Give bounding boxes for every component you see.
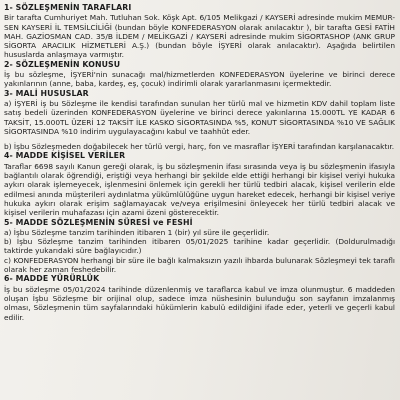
- section-title: 3- MALİ HUSUSLAR: [4, 88, 89, 98]
- section-paragraph: İş bu sözleşme, İŞYERİ'nin sunacağı mal/hizmetlerden KONFEDERASYON üyelerine ve birinci derece yakınlarının (anne, baba, kardeş, eş, çocuk) indirimli olarak yararlanmasını içermektedir.: [4, 70, 395, 89]
- section-title: 1- SÖZLEŞMENİN TARAFLARI: [4, 3, 132, 12]
- section-effectiveness: [4, 274, 395, 321]
- section-paragraph: a) İŞYERİ iş bu Sözleşme ile kendisi tarafından sunulan her türlü mal ve hizmetin KDV dahil toplam liste satış bedeli üzerinden KONFEDERASYON üyelerine ve birinci derece yakınlarına 15.000TL YE KADAR 6 TAKSİT, 15.000TL ÜZERİ 12 TAKSİT İLE KASKO SİGORTASINDA %5, KONUT SİGORTASINDA %10 VE SAĞLIK SİGORTASINDA %10 indirim uygulayacağını kabul ve taahhüt eder.: [4, 98, 395, 136]
- section-title: 2- SÖZLEŞMENİN KONUSU: [4, 59, 121, 69]
- section-title: 5- MADDE SÖZLEŞMENİN SÜRESİ ve FESHİ: [4, 217, 193, 227]
- section-title: 6- MADDE YÜRÜRLÜK: [4, 274, 100, 284]
- section-financial: [4, 89, 395, 152]
- section-paragraph: b) İşbu Sözleşme tanzim tarihinden itibaren 05/01/2025 tarihine kadar geçerlidir. (Doldurulmadığı taktirde yukarıdaki süre bağlayıcıdır.): [4, 237, 395, 256]
- section-term-termination: [4, 218, 395, 275]
- section-title: 4- MADDE KİŞİSEL VERİLER: [4, 151, 126, 161]
- section-paragraph: b) İşbu Sözleşmeden doğabilecek her türlü vergi, harç, fon ve masraflar İŞYERİ tarafından karşılanacaktır.: [4, 142, 395, 152]
- section-paragraph: c) KONFEDERASYON herhangi bir süre ile bağlı kalmaksızın yazılı ihbarda bulunarak Sözleşmeyi tek taraflı olarak her zaman feshedebilir.: [4, 255, 395, 275]
- section-subject: [4, 60, 395, 89]
- section-paragraph: Taraflar 6698 sayılı Kanun gereği olarak, iş bu sözleşmenin ifası sırasında veya iş bu sözleşmenin ifasıyla bağlantılı olarak öğrendiği, erişti̇ği veya herhangi bir şekilde elde ettiği herhangi bir kişisel veriyi hukuka aykırı olarak işlemeyecek, işlenmesini önlemek için gerekli her türlü tedbiri alacak, kişisel verilerin elde edilmesi anında müşterileri aydınlatma yükümlülüğüne uygun hareket edecek, herhangi bir kişisel veriye hukuka aykırı olarak erişim sağlamayacak ve/veya erişilmesini önleyecek her türlü tedbiri alacak ve kişisel verilerin muhafazası için azami özeni gösterecektir.: [4, 161, 395, 218]
- section-parties: [4, 3, 395, 60]
- section-paragraph: İş bu sözleşme 05/01/2024 tarihinde düzenlenmiş ve taraflarca kabul ve imza olunmuştur. 6 maddeden oluşan İşbu Sözleşme bir orijinal olup, sadece imza nüshesinin bulunduğu son sayfanın imzalanmış olması, Sözleşmenin tüm sayfalarındaki hükümlerin kabulü edildiğini ifade eder, yeterli ve geçerli kabul edilir.: [4, 284, 395, 322]
- section-paragraph: a) İşbu Sözleşme tanzim tarihinden itibaren 1 (bir) yıl süre ile geçerlidir.: [4, 227, 270, 237]
- section-personal-data: [4, 151, 395, 217]
- section-paragraph: Bir tarafta Cumhuriyet Mah. Tutluhan Sok. Köşk Apt. 6/105 Melikgazi / KAYSERİ adresinde mukim MEMUR-SEN KAYSERİ İL TEMSİLCİLİĞİ (bundan böyle KONFEDERASYON olarak anılacaktır ), bir tarafta GESİ FATİH MAH. GAZİOSMAN CAD. 35/B İLDEM / MELİKGAZİ / KAYSERİ adresinde mukim SİGORTASHOP (ANK GRUP SİGORTA ARACILIK HİZMETLERİ A.Ş.) (bundan böyle İŞYERİ olarak anılacaktır). Aşağıda belirtilen hususlarda anlaşmaya varmıştır.: [4, 13, 395, 60]
